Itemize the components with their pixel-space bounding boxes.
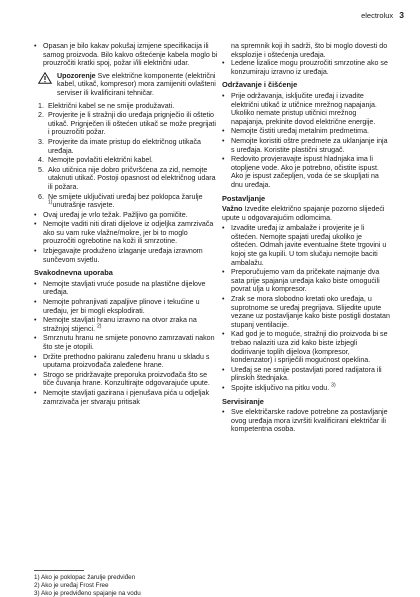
list-item: • Zrak se mora slobodno kretati oko uređaja, u suprotnome se uređaj pregrijava. Slijedite upute vezane uz postavljanje kako biste postigli dostatan stupanj ventilacije. — [222, 295, 390, 329]
page-number: 3 — [399, 10, 404, 20]
installation-notice: Važno Izvedite električno spajanje pozorno slijedeći upute u odgovarajućim odlomcima. — [222, 205, 385, 222]
right-list-top — [222, 59, 390, 76]
safety-list-top — [34, 42, 218, 68]
section-heading-daily-use: Svakodnevna uporaba — [34, 268, 113, 278]
installation-list — [222, 224, 390, 392]
list-item: • Redovito provjeravajte ispust hladnjaka ima li otopljene vode. Ako je potrebno, očistite ispust. Ako je ispust začepljen, voda će se skupljati na dnu uređaja. — [222, 155, 390, 189]
left-column — [34, 42, 218, 407]
section-heading-service: Servisiranje — [222, 396, 264, 406]
continuation-text: na spremnik koji ih sadrži, što bi moglo dovesti do eksplozije i oštećenja uređaja. — [231, 42, 388, 59]
safety-list-mid — [34, 211, 218, 265]
footnote: 2) Ako je uređaj Frost Free — [34, 581, 109, 589]
list-item: 2. Provjerite je li stražnji dio uređaja prignječio ili oštetio utikač. Prignječen ili oštećen utikač se može pregrijati i prouzročiti požar. — [38, 111, 216, 137]
list-item: • Preporučujemo vam da pričekate najmanje dva sata prije spajanja uređaja kako biste omogućili povrat ulja u kompresor. — [222, 268, 390, 294]
footnotes — [34, 574, 141, 597]
numbered-list — [34, 102, 218, 210]
list-item: • Strogo se pridržavajte preporuka proizvođača što se tiče čuvanja hrane. Konzultirajte odgovarajuće upute. — [34, 371, 218, 388]
list-item: • Izbjegavajte produženo izlaganje uređaja izravnom sunčevom svjetlu. — [34, 247, 218, 264]
maintenance-list — [222, 92, 390, 190]
list-item: • Uređaj se ne smije postavljati pored radijatora ili plinskih štednjaka. — [222, 366, 390, 383]
list-item: • Ledene lizalice mogu prouzročiti smrzotine ako se konzumiraju izravno iz uređaja. — [222, 59, 390, 76]
list-item: • Nemojte stavljati gazirana i pjenušava pića u odjeljak zamrzivača jer stvaraju pritisak — [34, 389, 218, 406]
list-item: 4. Nemojte povlačiti električni kabel. — [38, 156, 153, 165]
footnote-divider — [34, 570, 84, 571]
footnote-ref: 1) — [48, 199, 53, 206]
list-item: • Kad god je to moguće, stražnji dio proizvoda bi se trebao nalaziti uza zid kako biste izbjegli dodirivanje toplih dijelova (kompresor, kondenzator) i spriječili mogućnost opeklina. — [222, 330, 390, 364]
warning-text: Sve električne komponente (električni kabel, utikač, kompresor) mora zamijeniti ovlašteni serviser ili kvalificirani tehničar. — [57, 71, 216, 97]
right-column — [222, 42, 390, 435]
warning-icon — [38, 72, 52, 84]
warning-box — [34, 72, 218, 98]
footnote-ref: 2) — [97, 323, 102, 330]
footnote: 1) Ako je poklopac žarulje predviđen — [34, 574, 136, 581]
list-item: • Držite prethodno pakiranu zaleđenu hranu u skladu s uputama proizvođača zaleđene hrane. — [34, 353, 218, 370]
list-item: • Izvadite uređaj iz ambalaže i provjerite je li oštećen. Nemojte spajati uređaj ukoliko je oštećen. Odmah javite eventualne štete trgovini u kojoj ste ga kupili. U tom slučaju nemojte baciti ambalažu. — [222, 224, 390, 267]
list-item: • Smrznutu hranu ne smijete ponovno zamrzavati nakon što ste je otopili. — [34, 334, 218, 351]
list-item: 1. Električni kabel se ne smije produžavati. — [38, 101, 175, 110]
list-item: 3. Provjerite da imate pristup do električnog utikača uređaja. — [38, 137, 201, 155]
list-item: 6. Ne smijete uključivati uređaj bez poklopca žarulje $^{1)}$unutrašnje rasvjete. — [38, 192, 203, 210]
footnote-ref: 3) — [331, 382, 336, 389]
list-item: • Spojite isključivo na pitku vodu. $^{3)}$ — [222, 384, 390, 393]
warning-title: Upozorenje — [57, 71, 96, 80]
list-item: • Nemojte čistiti uređaj metalnim predmetima. — [222, 127, 390, 136]
list-item: • Prije održavanja, isključite uređaj i izvadite električni utikač iz utičnice mrežnog napajanja. Ukoliko nemate pristup utičnici mrežnog napajanja, prekinite dovod električne energije. — [222, 92, 390, 126]
list-item: • Opasan je bilo kakav pokušaj izmjene specifikacija ili samog proizvoda. Bilo kakvo oštećenje kabela moglo bi prouzročiti kratki spoj, požar i/ili električni udar. — [34, 42, 218, 68]
list-item: 5. Ako utičnica nije dobro pričvršćena za zid, nemojte utaknuti utikač. Postoji opasnost od električnog udara ili požara. — [38, 165, 216, 191]
list-item: • Nemojte vaditi niti dirati dijelove iz odjeljka zamrzivača ako su vam ruke vlažne/mokre, jer bi to moglo prouzročiti ogrebotine na koži ili smrzotine. — [34, 220, 218, 246]
daily-use-list — [34, 280, 218, 406]
list-item: • Sve električarske radove potrebne za postavljanje ovog uređaja mora izvršiti kvalificirani električar ili kompetentna osoba. — [222, 408, 390, 434]
section-heading-maintenance: Održavanje i čišćenje — [222, 80, 298, 90]
list-item: • Nemojte stavljati hranu izravno na otvor zraka na stražnjoj stijenci. $^{2)}$ — [34, 316, 218, 333]
list-item: • Ovaj uređaj je vrlo težak. Pažljivo ga pomičite. — [34, 211, 218, 220]
page-header — [361, 10, 404, 20]
list-item: • Nemojte pohranjivati zapaljive plinove i tekućine u uređaju, jer bi mogli eksplodirati. — [34, 298, 218, 315]
list-item: • Nemojte koristiti oštre predmete za uklanjanje inja s uređaja. Koristite plastični strugač. — [222, 137, 390, 154]
service-list — [222, 408, 390, 434]
footnote: 3) Ako je predviđeno spajanje na vodu — [34, 589, 141, 597]
brand-name: electrolux — [361, 11, 394, 20]
list-item: • Nemojte stavljati vruće posude na plastične dijelove uređaja. — [34, 280, 218, 297]
section-heading-installation: Postavljanje — [222, 193, 266, 203]
